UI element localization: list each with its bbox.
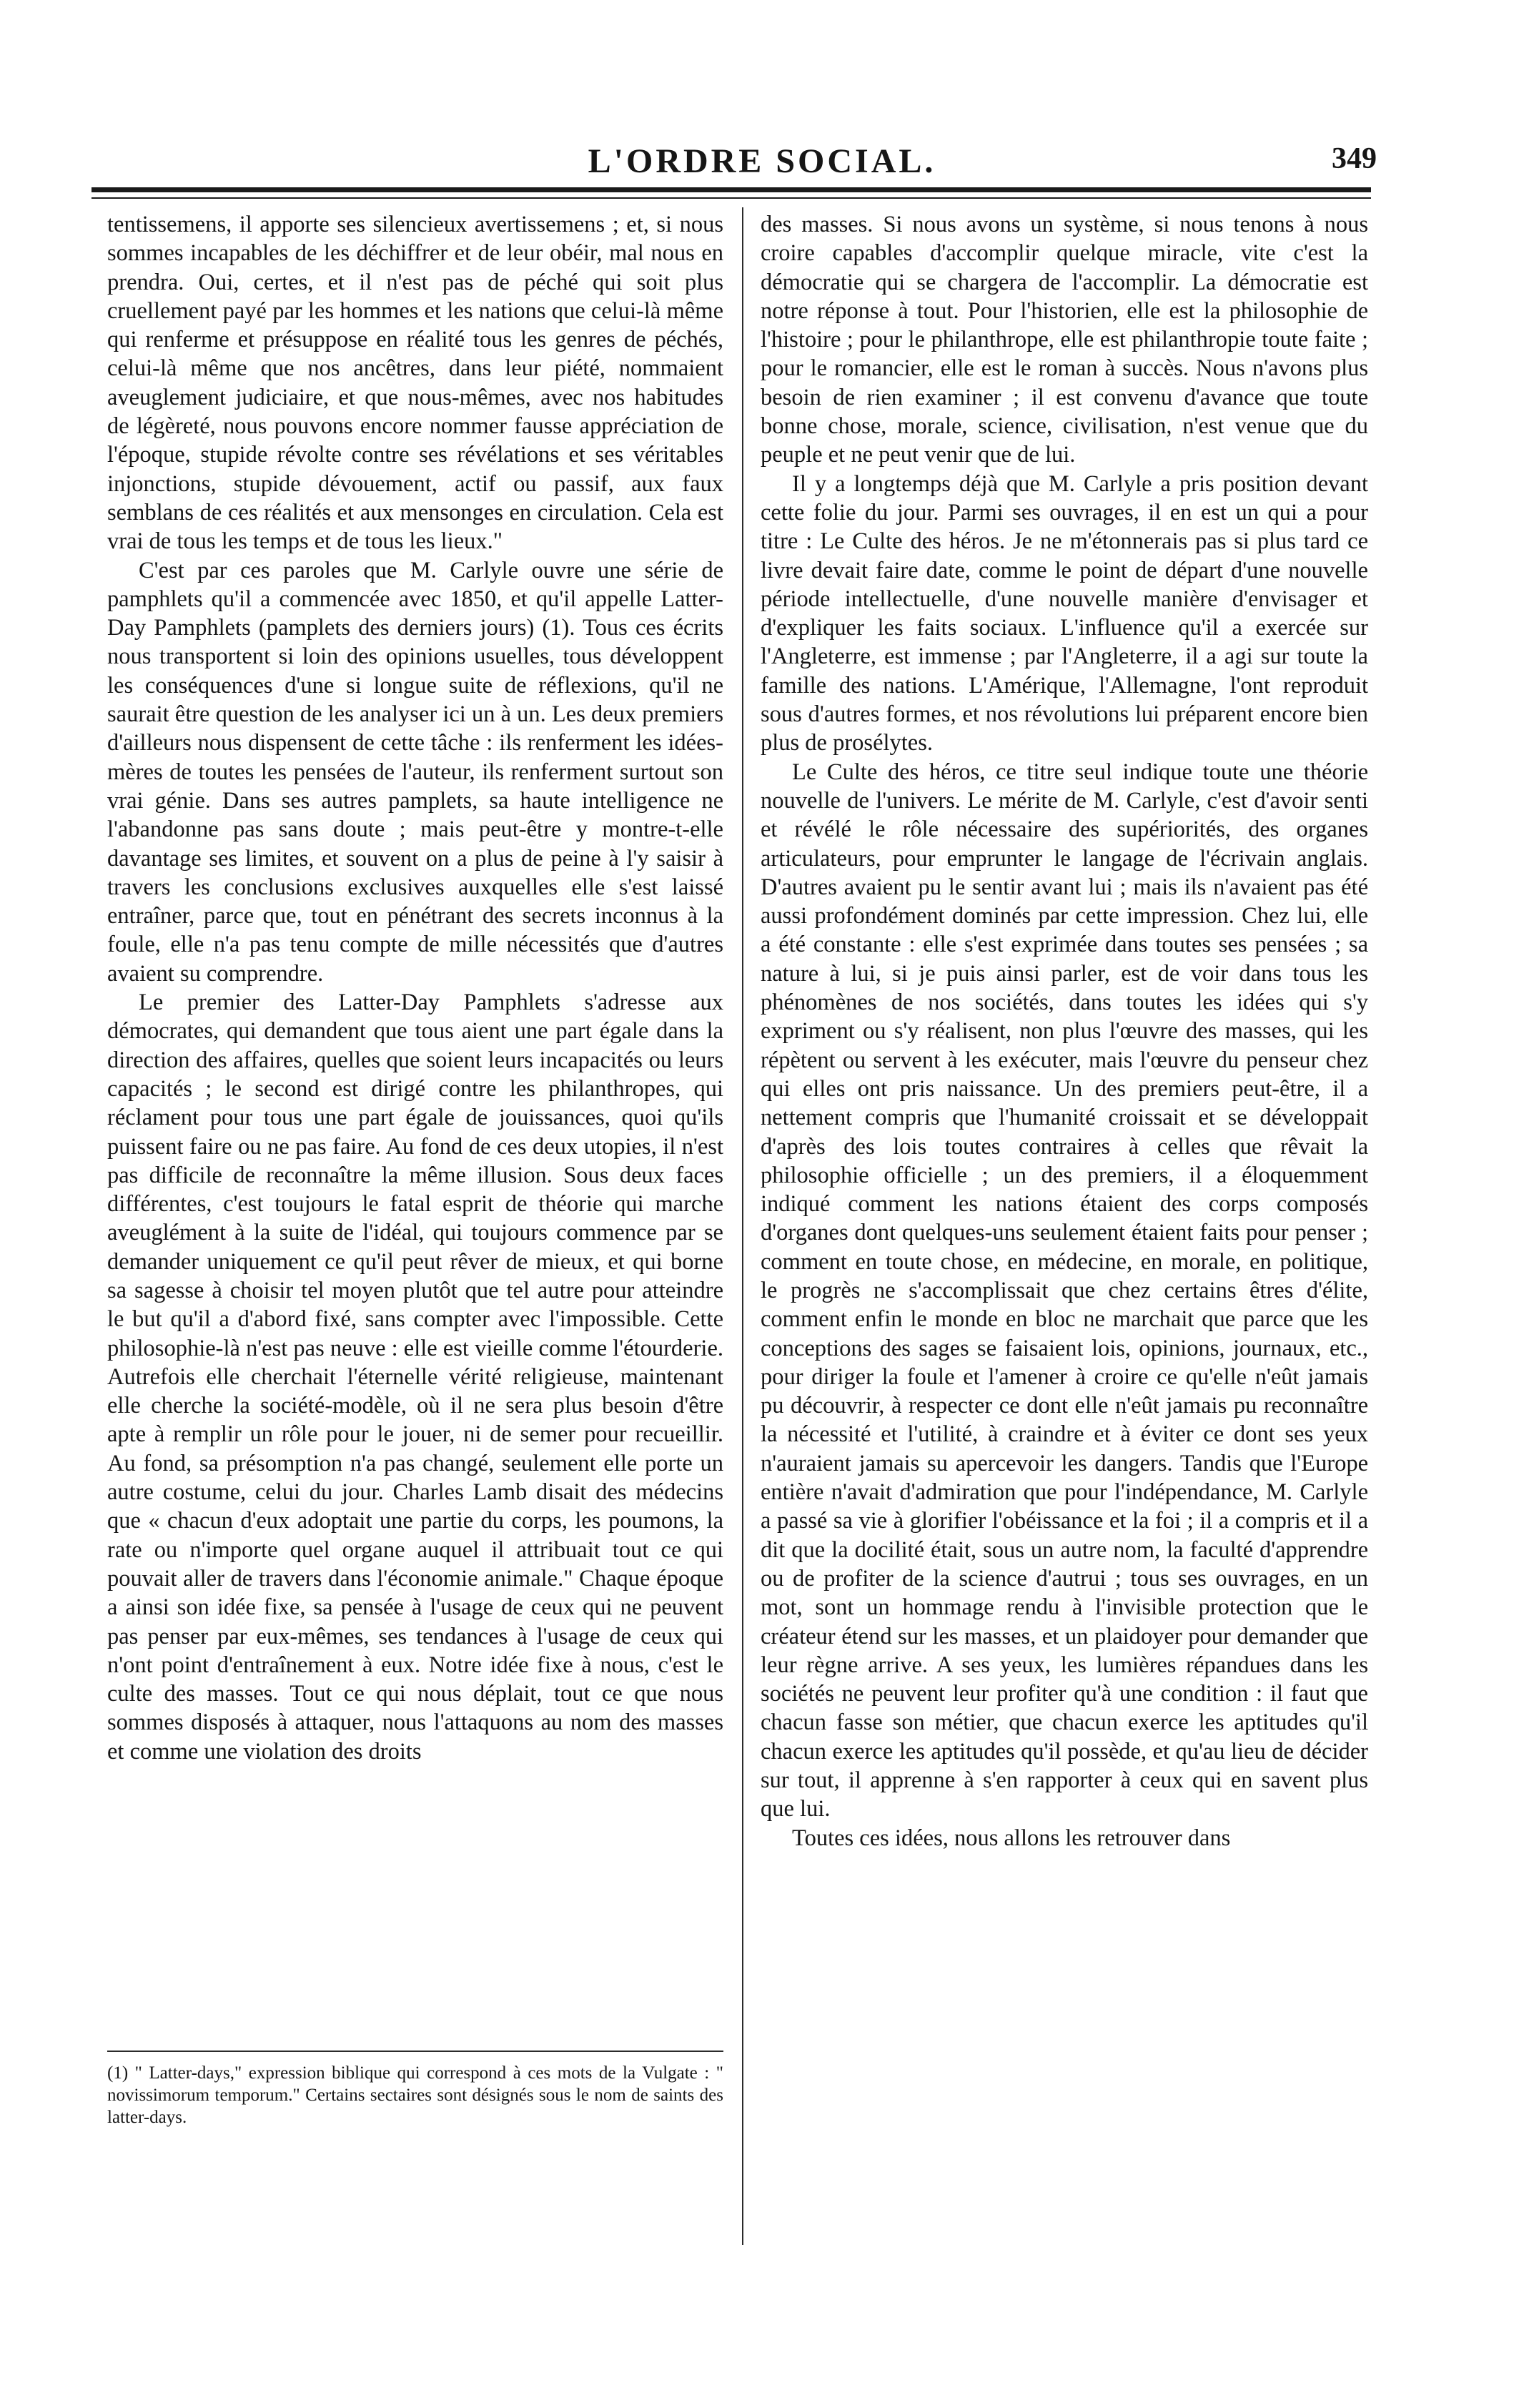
footnote-rule bbox=[107, 2051, 723, 2052]
left-paragraph-1: tentissemens, il apporte ses silencieux avertissemens ; et, si nous sommes incapables de les déchiffrer et de leur obéir, mal nous en prendra. Oui, certes, et il n'est pas de péché qui soit plus cruellement payé par les hommes et les nations que celui-là même qui renferme et présuppose en réalité tous les genres de péchés, celui-là même que nos ancêtres, dans leur piété, nommaient aveuglement judiciaire, et que nous-mêmes, avec nos habitudes de légèreté, nous pouvons encore nommer fausse appréciation de l'époque, stupide révolte contre ses révélations et ses véritables injonctions, stupide dévouement, actif ou passif, aux faux semblans de ces réalités et aux mensonges en circulation. Cela est vrai de tous les temps et de tous les lieux." bbox=[107, 212, 723, 555]
left-paragraph-2: C'est par ces paroles que M. Carlyle ouvre une série de pamphlets qu'il a commencée avec 1850, et qu'il appelle Latter-Day Pamphlets (pamplets des derniers jours) (1). Tous ces écrits nous transportent si loin des opinions usuelles, tous développent les conséquences d'une si longue suite de réflexions, qu'il ne saurait être question de les analyser ici un à un. Les deux premiers d'ailleurs nous dispensent de cette tâche : ils renferment les idées-mères de toutes les pensées de l'auteur, ils renferment surtout son vrai génie. Dans ses autres pamplets, sa haute intelligence ne l'abandonne pas sans doute ; mais peut-être y montre-t-elle davantage ses limites, et souvent on a plus de peine à l'y saisir à travers les conclusions exclusives auxquelles elle s'est laissé entraîner, parce que, tout en pénétrant des secrets inconnus à la foule, elle n'a pas tenu compte de mille nécessités que d'autres avaient su comprendre. bbox=[107, 557, 723, 987]
left-paragraph-3: Le premier des Latter-Day Pamphlets s'adresse aux démocrates, qui demandent que tous aient une part égale dans la direction des affaires, quelles que soient leurs incapacités ou leurs capacités ; le second est dirigé contre les philanthropes, qui réclament pour tous une part égale de jouissances, quoi qu'ils puissent faire ou ne pas faire. Au fond de ces deux utopies, il n'est pas difficile de reconnaître la même illusion. Sous deux faces différentes, c'est toujours le fatal esprit de théorie qui marche aveuglément à la suite de l'idéal, qui toujours commence par se demander uniquement ce qu'il peut rêver de mieux, et qui borne sa sagesse à choisir tel moyen plutôt que tel autre pour atteindre le but qu'il a d'abord fixé, sans compter avec l'impossible. Cette philosophie-là n'est pas neuve : elle est vieille comme l'étourderie. Autrefois elle cherchait l'éternelle vérité religieuse, maintenant elle cherche la société-modèle, où il ne sera plus besoin d'être apte à remplir un rôle pour le jouer, ni de semer pour recueillir. Au fond, sa présomption n'a pas changé, seulement elle porte un autre costume, celui du jour. Charles Lamb disait des médecins que « chacun d'eux adoptait une partie du corps, les poumons, la rate ou n'importe quel organe auquel il attribuait tout ce qui pouvait aller de travers dans l'économie animale." Chaque époque a ainsi son idée fixe, sa pensée à l'usage de ceux qui ne peuvent pas penser par eux-mêmes, ses tendances à l'usage de ceux qui n'ont point d'entraînement à eux. Notre idée fixe à nous, c'est le culte des masses. Tout ce qui nous déplait, tout ce que nous sommes disposés à attaquer, nous l'attaquons au nom des masses et comme une violation des droits bbox=[107, 990, 723, 1765]
column-divider bbox=[742, 207, 743, 2245]
page-number: 349 bbox=[1332, 142, 1377, 175]
left-column bbox=[107, 210, 723, 1766]
right-column bbox=[761, 210, 1368, 1852]
header-rule-thin bbox=[91, 197, 1371, 199]
right-paragraph-2: Il y a longtemps déjà que M. Carlyle a pris position devant cette folie du jour. Parmi ses ouvrages, il en est un qui a pour titre : Le Culte des héros. Je ne m'étonnerais pas si plus tard ce livre devait faire date, comme le point de départ d'une nouvelle période intellectuelle, d'une nouvelle manière d'envisager et d'expliquer les faits sociaux. L'influence qu'il a exercée sur l'Angleterre, est immense ; par l'Angleterre, il a agi sur toute la famille des nations. L'Amérique, l'Allemagne, l'ont reproduit sous d'autres formes, et nos révolutions lui préparent encore bien plus de prosélytes. bbox=[761, 470, 1368, 756]
header-rule bbox=[91, 187, 1371, 192]
footnote: (1) " Latter-days," expression biblique qui correspond à ces mots de la Vulgate : " novissimorum temporum." Certains sectaires sont désignés sous le nom de saints des latter-days. bbox=[107, 2063, 723, 2127]
right-paragraph-1: des masses. Si nous avons un système, si nous tenons à nous croire capables d'accomplir quelque miracle, vite c'est la démocratie qui se chargera de l'accomplir. La démocratie est notre réponse à tout. Pour l'historien, elle est la philosophie de l'histoire ; pour le philanthrope, elle est philanthropie toute faite ; pour le romancier, elle est le roman à succès. Nous n'avons plus besoin de rien examiner ; il est convenu d'avance que toute bonne chose, morale, science, civilisation, n'est venue que du peuple et ne peut venir que de lui. bbox=[761, 212, 1368, 468]
right-paragraph-3: Le Culte des héros, ce titre seul indique toute une théorie nouvelle de l'univers. Le mérite de M. Carlyle, c'est d'avoir senti et révélé le rôle nécessaire des supériorités, des organes articulateurs, pour emprunter le langage de l'écrivain anglais. D'autres avaient pu le sentir avant lui ; mais ils n'avaient pas été aussi profondément dominés par cette impression. Chez lui, elle a été constante : elle s'est exprimée dans toutes ses pensées ; sa nature à lui, si je puis ainsi parler, est de voir dans tous les phénomènes de nos sociétés, dans toutes les idées qui s'y expriment ou s'y réalisent, non plus l'œuvre des masses, qui les répètent ou servent à les exécuter, mais l'œuvre du penseur chez qui elles ont pris naissance. Un des premiers peut-être, il a nettement compris que l'humanité croissait et se développait d'après des lois toutes contraires à celles que rêvait la philosophie officielle ; un des premiers, il a éloquemment indiqué comment les nations étaient des corps composés d'organes dont quelques-uns seulement étaient faits pour penser ; comment en toute chose, en médecine, en morale, en politique, le progrès ne s'accomplissait que chez certains êtres d'élite, comment enfin le monde en bloc ne marchait que parce que les conceptions des sages se faisaient lois, opinions, journaux, etc., pour diriger la foule et l'amener à croire ce qu'elle n'eût jamais pu découvrir, à respecter ce dont elle n'eût jamais pu reconnaître la nécessité et l'utilité, à craindre et à éviter ce dont ses yeux n'auraient jamais su apercevoir les dangers. Tandis que l'Europe entière n'avait d'admiration que pour l'indépendance, M. Carlyle a passé sa vie à glorifier l'obéissance et la foi ; il a compris et il a dit que la docilité était, sous un autre nom, la faculté d'apprendre ou de profiter de la science d'autrui ; tous ses ouvrages, en un mot, sont un hommage rendu à l'invisible protection que le créateur étend sur les masses, et un plaidoyer pour demander que leur règne arrive. A ses yeux, les lumières répandues dans les sociétés ne peuvent leur profiter qu'à une condition : il faut que chacun fasse son métier, que chacun exerce les aptitudes qu'il chacun exerce les aptitudes qu'il possède, et qu'au lieu de décider sur tout, il apprenne à s'en rapporter à ceux qui en savent plus que lui. bbox=[761, 759, 1368, 1822]
right-paragraph-4: Toutes ces idées, nous allons les retrouver dans bbox=[792, 1825, 1231, 1851]
running-title: L'ORDRE SOCIAL. bbox=[588, 142, 936, 180]
